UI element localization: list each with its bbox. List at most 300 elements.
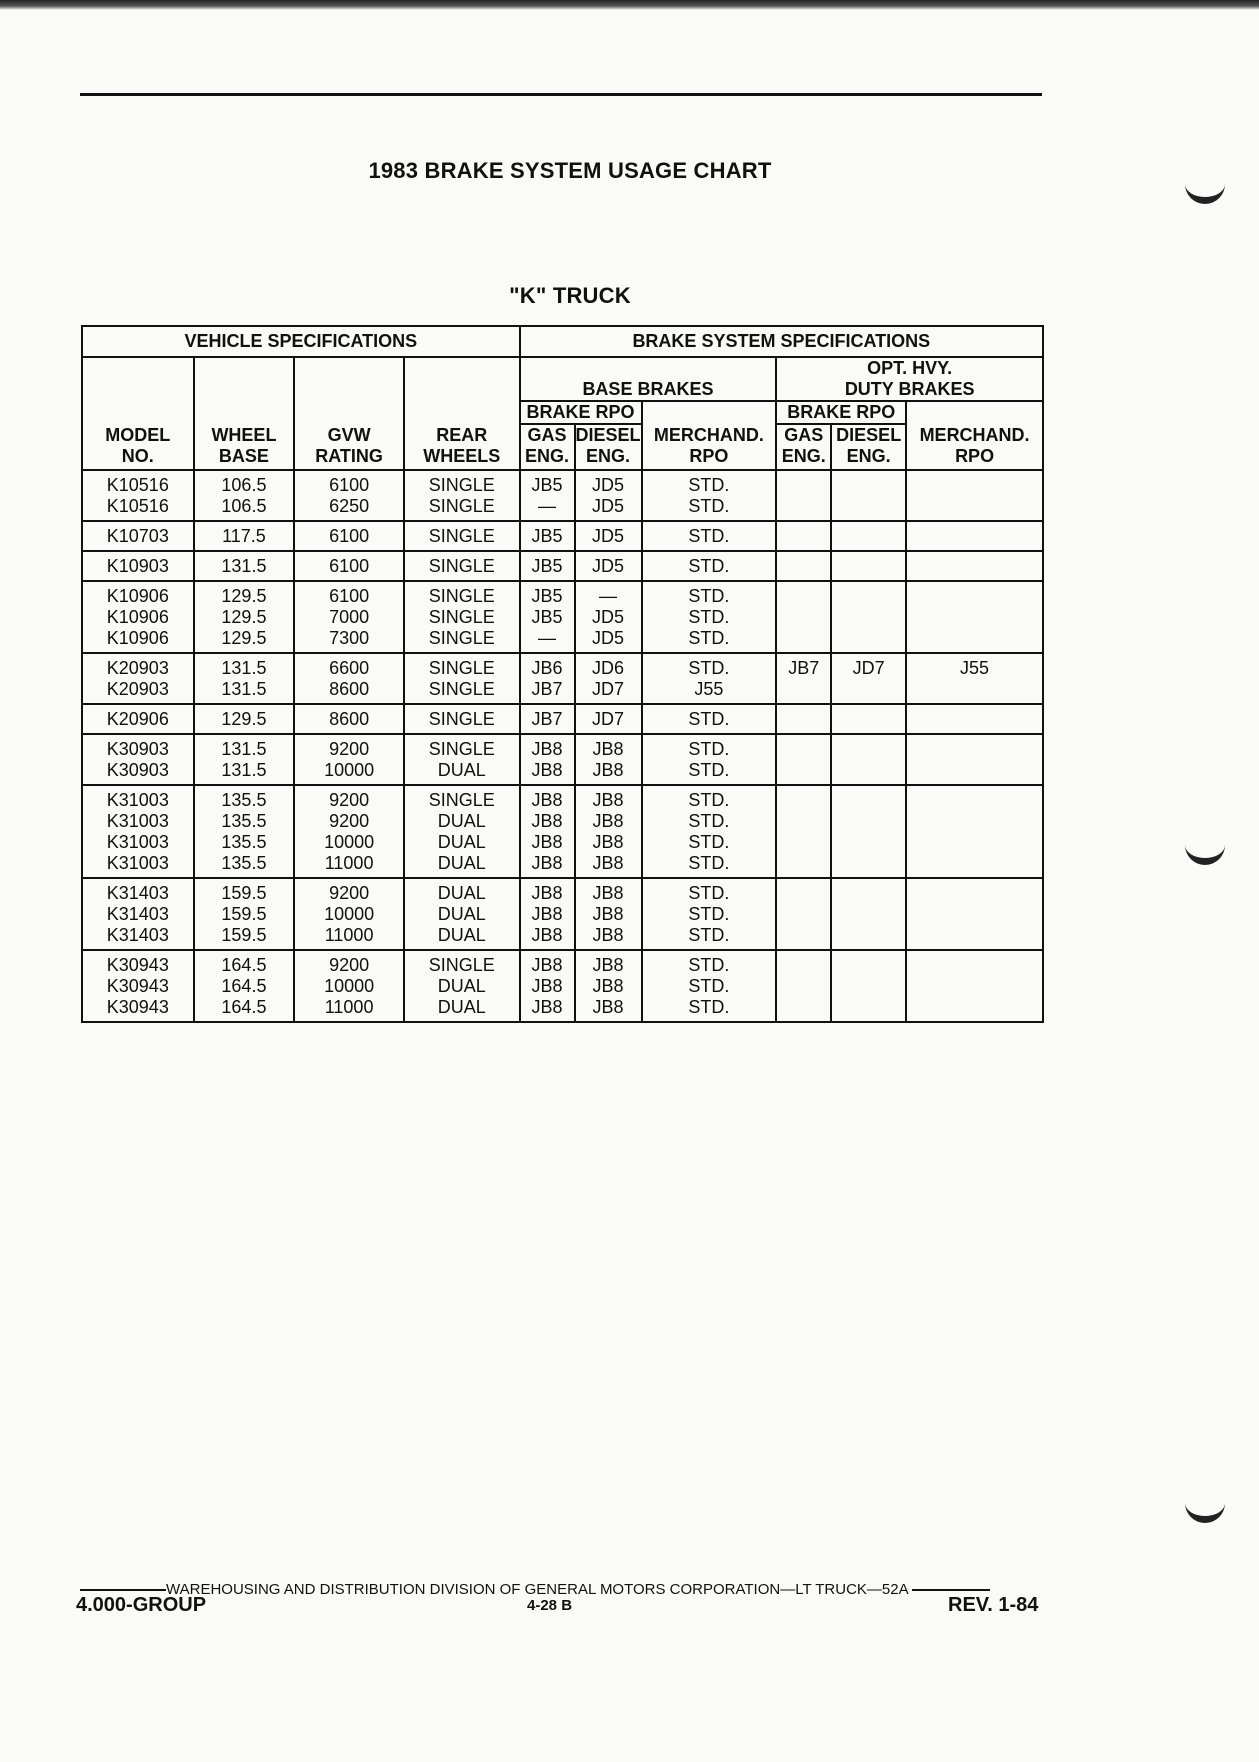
- opt-gas-eng-cell: [776, 950, 831, 1022]
- base-gas-eng-value: JB5: [531, 556, 563, 576]
- base-gas-eng-value: JB8: [531, 997, 563, 1017]
- base-diesel-eng-value: JD7: [592, 709, 625, 729]
- base-gas-eng-value: JB7: [531, 679, 563, 699]
- base-merchand-rpo-cell: [642, 734, 777, 785]
- rear-wheels-cell: [404, 551, 520, 581]
- rear-wheels-value: SINGLE: [428, 556, 495, 576]
- rear-wheels-value: DUAL: [437, 760, 486, 780]
- base-diesel-eng-value: JB8: [592, 811, 624, 831]
- model-no-value: K31403: [106, 904, 169, 924]
- opt-gas-eng-value: [777, 790, 830, 811]
- wheel-base-value: 135.5: [221, 790, 267, 810]
- opt-gas-eng-value: [777, 556, 830, 577]
- model-no-value: K10516: [106, 475, 169, 495]
- opt-gas-eng-value: [777, 628, 830, 649]
- base-merchand-rpo-value: STD.: [688, 586, 730, 606]
- gvw-rating-value: 9200: [329, 955, 370, 975]
- base-diesel-eng-value: —: [599, 586, 617, 606]
- base-gas-eng-value: JB8: [531, 790, 563, 810]
- footer-revision: REV. 1-84: [948, 1594, 1039, 1616]
- base-merchand-rpo-value: J55: [694, 679, 724, 699]
- base-diesel-eng-value: JB8: [592, 925, 624, 945]
- opt-merchand-rpo-value: [907, 904, 1042, 925]
- opt-merchand-rpo-cell: [906, 878, 1043, 950]
- opt-diesel-eng-cell: [831, 734, 906, 785]
- base-brakes-header: BASE BRAKES: [520, 357, 777, 401]
- opt-gas-eng-value: [777, 760, 830, 781]
- base-merchand-rpo-value: STD.: [688, 739, 730, 759]
- model-no-cell: [82, 581, 194, 653]
- base-gas-eng-value: JB5: [531, 475, 563, 495]
- base-merchand-rpo-value: STD.: [688, 904, 730, 924]
- opt-diesel-eng-value: [832, 496, 905, 517]
- opt-gas-eng-cell: [776, 704, 831, 734]
- gvw-rating-value: 9200: [329, 883, 370, 903]
- model-no-value: K30943: [106, 955, 169, 975]
- base-gas-eng-value: JB8: [531, 760, 563, 780]
- gvw-rating-value: 7000: [329, 607, 370, 627]
- gvw-rating-cell: [294, 704, 404, 734]
- wheel-base-cell: [194, 704, 295, 734]
- wheel-base-cell: [194, 785, 295, 878]
- opt-gas-eng-cell: [776, 785, 831, 878]
- base-gas-eng-value: JB8: [531, 904, 563, 924]
- opt-gas-line1: GAS: [784, 425, 824, 445]
- wheel-base-value: 117.5: [222, 526, 266, 546]
- gvw-rating-cell: [294, 950, 404, 1022]
- footer-page-number: 4-28 B: [527, 1597, 573, 1614]
- opt-diesel-eng-value: [832, 883, 905, 904]
- model-no-cell: [82, 950, 194, 1022]
- wheel-header-spacer: [194, 357, 295, 379]
- base-merchand-rpo-value: STD.: [688, 628, 730, 648]
- model-no-value: K10906: [106, 607, 169, 627]
- model-no-cell: [82, 734, 194, 785]
- opt-gas-eng-value: [777, 853, 830, 874]
- wheel-base-value: 129.5: [221, 628, 267, 648]
- wheel-base-value: 135.5: [221, 811, 267, 831]
- base-gas-eng-value: JB8: [531, 883, 563, 903]
- opt-gas-eng-cell: [776, 581, 831, 653]
- model-no-value: K10906: [106, 628, 169, 648]
- opt-diesel-eng-value: [832, 709, 905, 730]
- opt-merchand-rpo-value: [907, 925, 1042, 946]
- rear-wheels-cell: [404, 950, 520, 1022]
- wheel-base-cell: [194, 521, 295, 551]
- opt-merchand-rpo-value: [907, 760, 1042, 781]
- base-merchand-rpo-value: STD.: [688, 475, 730, 495]
- opt-merch-line2: RPO: [955, 446, 995, 466]
- opt-diesel-eng-cell: [831, 470, 906, 521]
- rear-wheels-cell: [404, 734, 520, 785]
- base-merchand-rpo-value: STD.: [688, 976, 730, 996]
- wheel-base-value: 159.5: [221, 925, 267, 945]
- footer-division-line: [80, 1581, 1050, 1598]
- base-gas-eng-cell: [520, 950, 575, 1022]
- opt-diesel-eng-value: [832, 976, 905, 997]
- opt-heavy-duty-header: [776, 357, 1043, 401]
- model-no-cell: [82, 704, 194, 734]
- gvw-rating-header: [294, 401, 404, 470]
- opt-merchand-rpo-header: [906, 401, 1043, 470]
- base-diesel-eng-cell: [575, 653, 642, 704]
- opt-diesel-eng-value: [832, 739, 905, 760]
- opt-merchand-rpo-value: [907, 883, 1042, 904]
- binder-hole-top: [1185, 175, 1225, 204]
- table-row-group: [82, 470, 1043, 521]
- gvw-rating-value: 8600: [329, 709, 370, 729]
- wheel-base-value: 164.5: [221, 976, 267, 996]
- opt-gas-eng-value: [777, 976, 830, 997]
- model-no-cell: [82, 551, 194, 581]
- rear-wheels-value: SINGLE: [428, 709, 495, 729]
- table-row-group: [82, 734, 1043, 785]
- wheel-base-value: 129.5: [221, 709, 267, 729]
- base-merch-line2: RPO: [689, 446, 729, 466]
- vehicle-specifications-header: VEHICLE SPECIFICATIONS: [82, 326, 520, 357]
- base-gas-eng-cell: [520, 785, 575, 878]
- opt-merchand-rpo-value: [907, 955, 1042, 976]
- opt-diesel-eng-cell: [831, 950, 906, 1022]
- opt-merch-line1: MERCHAND.: [919, 425, 1030, 445]
- base-diesel-eng-cell: [575, 950, 642, 1022]
- opt-merchand-rpo-cell: [906, 704, 1043, 734]
- model-no-value: K10703: [106, 526, 169, 546]
- gvw-rating-cell: [294, 734, 404, 785]
- base-diesel-line1: DIESEL: [575, 425, 641, 445]
- base-diesel-eng-cell: [575, 785, 642, 878]
- model-no-cell: [82, 653, 194, 704]
- base-merchand-rpo-value: STD.: [688, 496, 730, 516]
- base-merchand-rpo-cell: [642, 704, 777, 734]
- gvw-rating-value: 6100: [329, 475, 370, 495]
- model-header-line2: NO.: [121, 446, 154, 466]
- rear-wheels-value: DUAL: [437, 904, 486, 924]
- base-merchand-rpo-cell: [642, 878, 777, 950]
- gvw-rating-value: 10000: [324, 976, 375, 996]
- opt-diesel-eng-value: [832, 628, 905, 649]
- opt-merchand-rpo-value: [907, 526, 1042, 547]
- opt-gas-eng-cell: [776, 653, 831, 704]
- model-no-value: K31003: [106, 832, 169, 852]
- rear-wheels-cell: [404, 704, 520, 734]
- header-rule: [80, 93, 1042, 96]
- rear-wheels-value: DUAL: [437, 883, 486, 903]
- opt-diesel-eng-cell: [831, 785, 906, 878]
- wheel-base-value: 131.5: [221, 658, 267, 678]
- gvw-rating-cell: [294, 581, 404, 653]
- wheel-header-line1: WHEEL: [211, 425, 277, 445]
- gvw-rating-value: 10000: [324, 904, 375, 924]
- rear-wheels-cell: [404, 581, 520, 653]
- base-merchand-rpo-value: STD.: [688, 955, 730, 975]
- base-gas-eng-cell: [520, 704, 575, 734]
- rear-wheels-cell: [404, 878, 520, 950]
- rear-wheels-value: DUAL: [437, 811, 486, 831]
- base-diesel-line2: ENG.: [586, 446, 631, 466]
- opt-diesel-eng-value: [832, 955, 905, 976]
- gvw-rating-value: 6100: [329, 526, 370, 546]
- opt-gas-eng-value: [777, 586, 830, 607]
- opt-gas-line2: ENG.: [781, 446, 826, 466]
- base-gas-eng-cell: [520, 734, 575, 785]
- wheel-base-cell: [194, 470, 295, 521]
- model-no-value: K30943: [106, 976, 169, 996]
- rear-wheels-value: SINGLE: [428, 679, 495, 699]
- rear-wheels-header: [404, 401, 520, 470]
- base-merchand-rpo-value: STD.: [688, 997, 730, 1017]
- base-gas-eng-value: JB5: [531, 586, 563, 606]
- wheel-base-cell: [194, 653, 295, 704]
- base-diesel-eng-cell: [575, 581, 642, 653]
- opt-merchand-rpo-cell: [906, 470, 1043, 521]
- base-diesel-eng-cell: [575, 470, 642, 521]
- base-merchand-rpo-value: STD.: [688, 790, 730, 810]
- rear-wheels-value: DUAL: [437, 997, 486, 1017]
- rear-wheels-value: SINGLE: [428, 475, 495, 495]
- base-gas-eng-cell: [520, 653, 575, 704]
- opt-gas-eng-cell: [776, 470, 831, 521]
- rear-wheels-cell: [404, 470, 520, 521]
- base-diesel-eng-value: JD5: [592, 496, 625, 516]
- table-body: [82, 470, 1043, 1022]
- brake-system-specifications-header: BRAKE SYSTEM SPECIFICATIONS: [520, 326, 1043, 357]
- opt-merchand-rpo-cell: [906, 521, 1043, 551]
- gvw-rating-cell: [294, 653, 404, 704]
- rear-wheels-value: DUAL: [437, 832, 486, 852]
- rear-wheels-cell: [404, 653, 520, 704]
- opt-gas-eng-value: [777, 811, 830, 832]
- wheel-base-value: 159.5: [221, 904, 267, 924]
- gvw-rating-value: 9200: [329, 739, 370, 759]
- opt-diesel-eng-value: [832, 832, 905, 853]
- base-diesel-eng-value: JD7: [592, 679, 625, 699]
- table-row-group: [82, 581, 1043, 653]
- page-subtitle: "K" TRUCK: [509, 283, 631, 308]
- opt-gas-eng-value: [777, 904, 830, 925]
- opt-merchand-rpo-value: J55: [960, 658, 990, 678]
- table-row-group: [82, 521, 1043, 551]
- gvw-header-line1: GVW: [327, 425, 371, 445]
- opt-gas-eng-value: [777, 679, 830, 700]
- base-merchand-rpo-cell: [642, 653, 777, 704]
- opt-diesel-eng-cell: [831, 581, 906, 653]
- binder-hole-middle: [1185, 836, 1225, 865]
- opt-merchand-rpo-value: [907, 739, 1042, 760]
- page-title: 1983 BRAKE SYSTEM USAGE CHART: [368, 158, 772, 183]
- base-gas-eng-value: JB8: [531, 832, 563, 852]
- opt-gas-eng-value: [777, 883, 830, 904]
- opt-diesel-eng-value: [832, 679, 905, 700]
- gvw-rating-value: 9200: [329, 811, 370, 831]
- rear-wheels-value: SINGLE: [428, 607, 495, 627]
- brake-usage-table: [81, 325, 1044, 1023]
- opt-gas-eng-cell: [776, 734, 831, 785]
- gvw-rating-value: 10000: [324, 760, 375, 780]
- base-diesel-eng-cell: [575, 704, 642, 734]
- opt-merchand-rpo-value: [907, 496, 1042, 517]
- binder-hole-bottom: [1185, 1494, 1225, 1523]
- rear-wheels-value: SINGLE: [428, 496, 495, 516]
- opt-diesel-eng-value: JD7: [852, 658, 885, 678]
- model-header-line1: MODEL: [105, 425, 171, 445]
- opt-diesel-eng-value: [832, 904, 905, 925]
- gvw-rating-value: 11000: [324, 997, 374, 1017]
- base-diesel-eng-value: JB8: [592, 997, 624, 1017]
- opt-gas-eng-value: [777, 496, 830, 517]
- base-diesel-eng-value: JD6: [592, 658, 625, 678]
- opt-gas-eng-value: [777, 925, 830, 946]
- page-top-edge: [0, 0, 1259, 10]
- gvw-rating-cell: [294, 878, 404, 950]
- gvw-rating-value: 8600: [329, 679, 370, 699]
- base-diesel-eng-value: JD5: [592, 556, 625, 576]
- opt-gas-eng-value: [777, 739, 830, 760]
- model-no-value: K31003: [106, 811, 169, 831]
- base-merch-line1: MERCHAND.: [653, 425, 764, 445]
- opt-gas-eng-value: [777, 955, 830, 976]
- model-no-value: K31003: [106, 853, 169, 873]
- wheel-base-value: 164.5: [221, 997, 267, 1017]
- table-row-group: [82, 950, 1043, 1022]
- base-gas-line2: ENG.: [525, 446, 570, 466]
- model-no-value: K20906: [106, 709, 169, 729]
- opt-gas-eng-cell: [776, 551, 831, 581]
- base-merchand-rpo-value: STD.: [688, 526, 730, 546]
- opt-merchand-rpo-value: [907, 586, 1042, 607]
- base-gas-eng-value: —: [538, 628, 557, 648]
- footer-group: 4.000-GROUP: [76, 1594, 207, 1616]
- wheel-base-cell: [194, 734, 295, 785]
- rear-header-spacer: [404, 357, 520, 379]
- opt-merchand-rpo-cell: [906, 734, 1043, 785]
- rear-wheels-cell: [404, 785, 520, 878]
- opt-diesel-eng-value: [832, 997, 905, 1018]
- opt-diesel-eng-cell: [831, 878, 906, 950]
- opt-merchand-rpo-value: [907, 709, 1042, 730]
- model-no-cell: [82, 878, 194, 950]
- opt-diesel-eng-value: [832, 790, 905, 811]
- base-diesel-eng-value: JD5: [592, 475, 625, 495]
- base-merchand-rpo-value: STD.: [688, 832, 730, 852]
- model-no-cell: [82, 785, 194, 878]
- opt-gas-eng-cell: [776, 521, 831, 551]
- opt-diesel-eng-header: [831, 424, 906, 470]
- opt-merchand-rpo-cell: [906, 950, 1043, 1022]
- wheel-base-value: 131.5: [221, 679, 267, 699]
- base-gas-eng-cell: [520, 878, 575, 950]
- base-merchand-rpo-value: STD.: [688, 883, 730, 903]
- opt-diesel-eng-cell: [831, 704, 906, 734]
- base-diesel-eng-value: JD5: [592, 628, 625, 648]
- rear-header-line1: REAR: [436, 425, 488, 445]
- rear-wheels-value: DUAL: [437, 925, 486, 945]
- wheel-header-spacer-2: [194, 379, 295, 401]
- model-header-spacer: [82, 357, 194, 379]
- opt-diesel-eng-value: [832, 556, 905, 577]
- model-no-value: K20903: [106, 658, 169, 678]
- wheel-base-value: 135.5: [221, 832, 267, 852]
- rear-wheels-cell: [404, 521, 520, 551]
- gvw-rating-value: 6600: [329, 658, 370, 678]
- opt-merchand-rpo-value: [907, 607, 1042, 628]
- model-no-value: K30903: [106, 739, 169, 759]
- model-no-value: K31003: [106, 790, 169, 810]
- base-gas-eng-value: JB8: [531, 976, 563, 996]
- gvw-rating-value: 6100: [329, 556, 370, 576]
- opt-gas-eng-value: [777, 997, 830, 1018]
- base-diesel-eng-cell: [575, 551, 642, 581]
- base-diesel-eng-value: JB8: [592, 739, 624, 759]
- base-diesel-eng-value: JB8: [592, 760, 624, 780]
- opt-diesel-eng-value: [832, 475, 905, 496]
- base-merchand-rpo-value: STD.: [688, 925, 730, 945]
- rear-wheels-value: SINGLE: [428, 790, 495, 810]
- table-row-group: [82, 878, 1043, 950]
- opt-merchand-rpo-value: [907, 853, 1042, 874]
- base-diesel-eng-value: JB8: [592, 853, 624, 873]
- opt-diesel-eng-value: [832, 526, 905, 547]
- base-merchand-rpo-cell: [642, 551, 777, 581]
- model-no-value: K10516: [106, 496, 169, 516]
- wheel-header-line2: BASE: [218, 446, 269, 466]
- model-no-value: K31403: [106, 883, 169, 903]
- table-row-group: [82, 551, 1043, 581]
- base-gas-eng-value: JB7: [531, 709, 563, 729]
- wheel-base-value: 164.5: [221, 955, 267, 975]
- gvw-rating-value: 10000: [324, 832, 375, 852]
- base-brake-rpo-header: BRAKE RPO: [520, 401, 642, 424]
- wheel-base-value: 129.5: [221, 607, 267, 627]
- rear-header-spacer-2: [404, 379, 520, 401]
- base-diesel-eng-value: JB8: [592, 976, 624, 996]
- wheel-base-cell: [194, 950, 295, 1022]
- wheel-base-value: 106.5: [221, 496, 267, 516]
- rear-wheels-value: DUAL: [437, 853, 486, 873]
- base-merchand-rpo-value: STD.: [688, 760, 730, 780]
- wheel-base-cell: [194, 551, 295, 581]
- wheel-base-value: 159.5: [221, 883, 267, 903]
- opt-merchand-rpo-value: [907, 976, 1042, 997]
- base-diesel-eng-cell: [575, 521, 642, 551]
- opt-diesel-eng-cell: [831, 653, 906, 704]
- base-merchand-rpo-cell: [642, 581, 777, 653]
- wheel-base-header: [194, 401, 295, 470]
- gvw-rating-value: 7300: [329, 628, 370, 648]
- footer-dash-right: [912, 1589, 990, 1591]
- opt-diesel-eng-value: [832, 760, 905, 781]
- rear-wheels-value: SINGLE: [428, 658, 495, 678]
- base-merchand-rpo-cell: [642, 785, 777, 878]
- base-merchand-rpo-value: STD.: [688, 853, 730, 873]
- base-merchand-rpo-cell: [642, 521, 777, 551]
- rear-wheels-value: SINGLE: [428, 739, 495, 759]
- gvw-header-line2: RATING: [315, 446, 383, 466]
- base-gas-eng-value: JB8: [531, 853, 563, 873]
- wheel-base-value: 131.5: [221, 739, 267, 759]
- base-gas-line1: GAS: [527, 425, 567, 445]
- opt-diesel-eng-value: [832, 586, 905, 607]
- model-no-value: K31403: [106, 925, 169, 945]
- opt-diesel-eng-value: [832, 607, 905, 628]
- table-row-group: [82, 785, 1043, 878]
- base-gas-eng-value: JB8: [531, 811, 563, 831]
- base-diesel-eng-value: JB8: [592, 790, 624, 810]
- base-merchand-rpo-cell: [642, 950, 777, 1022]
- gvw-header-spacer: [294, 357, 404, 379]
- opt-diesel-eng-value: [832, 925, 905, 946]
- opt-merchand-rpo-cell: [906, 551, 1043, 581]
